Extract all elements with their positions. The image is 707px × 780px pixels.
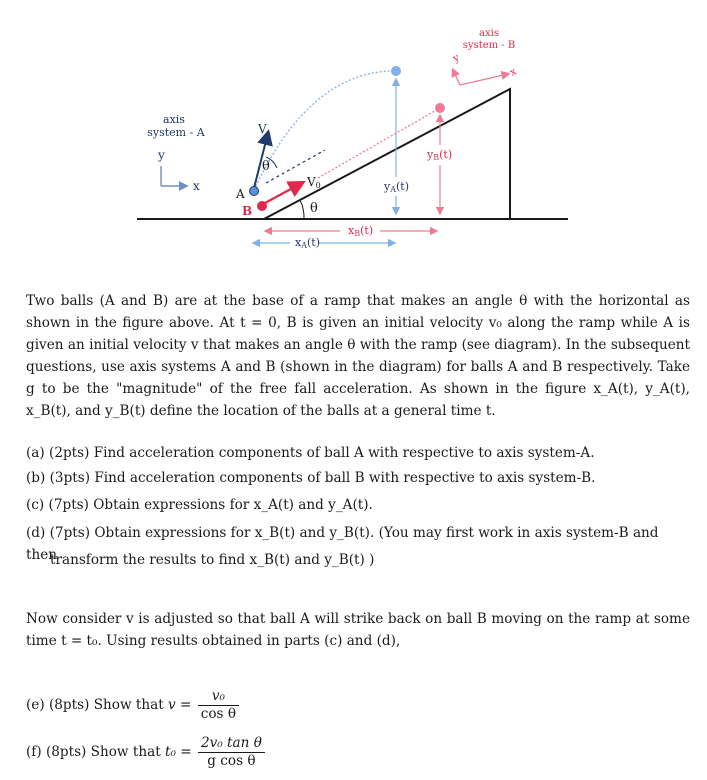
ramp-direction-dashed [266, 150, 325, 183]
ball-b-ramp [435, 103, 445, 113]
ball-a [250, 187, 259, 196]
question-e [26, 688, 241, 723]
theta-ramp-label: θ [310, 201, 318, 216]
ball-b [257, 201, 267, 211]
axis-b-sub: system - B [462, 40, 516, 51]
yb-label: yB(t) [427, 148, 453, 162]
ball-b-label: B [242, 204, 253, 218]
question-c: (c) (7pts) Obtain expressions for x_A(t) and y_A(t). [26, 497, 373, 513]
xa-label: xA(t) [295, 236, 321, 250]
intro-paragraph: Two balls (A and B) are at the base of a ramp that makes an angle θ with the horizontal as shown in the figure above. At t = 0, B is given an initial velocity v₀ along the ramp while A is given an initial velocity v that makes an angle θ with the ramp (see diagram). In the subsequent questions, use axis systems A and B (shown in the diagram) for balls A and B respectively. Take g to be the "magnitude" of the free fall acceleration. As shown in the figure x_A(t), y_A(t), x_B(t), and y_B(t) define the location of the balls at a general time t. [26, 293, 690, 419]
question-e-fraction [198, 688, 239, 723]
question-e-lhs: v = [168, 697, 192, 713]
question-d-line1: (d) (7pts) Obtain expressions for x_B(t) and y_B(t). (You may first work in axis system-B and then [26, 525, 659, 563]
axis-a-y: y [158, 148, 165, 162]
question-d-line2: transform the results to find x_B(t) and y_B(t) ) [50, 552, 375, 568]
theta-arc-ramp [300, 200, 304, 219]
physics-diagram [0, 0, 707, 260]
question-f-fraction [198, 735, 265, 770]
axis-b-x: x [508, 66, 519, 79]
ya-label: yA(t) [384, 180, 410, 194]
axis-b-label: axis [479, 28, 499, 39]
second-paragraph: Now consider v is adjusted so that ball A will strike back on ball B moving on the ramp at some time t = t₀. Using results obtained in parts (c) and (d), [26, 611, 690, 649]
velocity-v0-label: V0 [307, 175, 321, 190]
theta-top-label: θ [262, 159, 270, 174]
velocity-v0-arrow [265, 183, 302, 203]
question-e-numerator: v₀ [198, 688, 239, 706]
axis-a-label: axis [163, 113, 185, 126]
question-f-label: (f) (8pts) Show that [26, 744, 161, 760]
question-e-label: (e) (8pts) Show that [26, 697, 164, 713]
xb-label: xB(t) [348, 224, 374, 238]
axis-a-x: x [193, 179, 200, 193]
question-f [26, 735, 267, 770]
question-b: (b) (3pts) Find acceleration components of ball B with respective to axis system-B. [26, 470, 596, 486]
ramp [264, 89, 510, 219]
trajectory-a [254, 71, 396, 190]
axis-system-b [450, 28, 518, 85]
axis-a-sub: system - A [147, 126, 205, 139]
ball-a-label: A [236, 187, 245, 201]
ball-a-apex [391, 66, 401, 76]
velocity-v-label: V [258, 122, 267, 136]
axis-system-a [147, 113, 206, 193]
question-f-numerator: 2v₀ tan θ [198, 735, 265, 753]
axis-b-y: y [451, 52, 462, 65]
question-f-lhs: t₀ = [165, 744, 192, 760]
trajectory-b [318, 108, 440, 178]
question-f-denominator: g cos θ [207, 753, 256, 769]
question-a: (a) (2pts) Find acceleration components of ball A with respective to axis system-A. [26, 445, 595, 461]
question-e-denominator: cos θ [200, 706, 237, 722]
